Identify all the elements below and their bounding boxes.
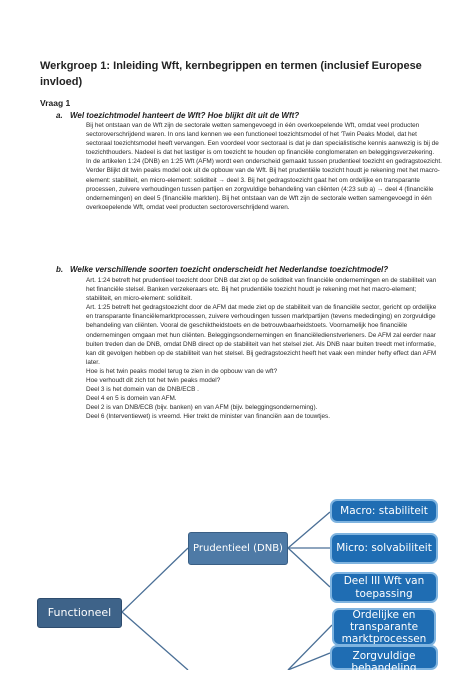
paragraph: Deel 4 en 5 is domein van AFM. (86, 395, 177, 403)
diagram-root-box: Functioneel (37, 598, 122, 628)
connector-line (288, 548, 330, 587)
question-a (56, 110, 440, 121)
diagram-leaf-box: Deel III Wft van toepassing (330, 572, 438, 603)
connector-line (288, 653, 330, 670)
question-text: Wel toezichtmodel hanteert de Wft? Hoe blijkt dit uit de Wft? (70, 111, 300, 120)
diagram-leaf-box: Zorgvuldige behandeling (330, 645, 438, 670)
paragraph: Deel 2 is van DNB/ECB (bijv. banken) en van AFM (bijv. beleggingsonderneming). (86, 404, 318, 412)
question-marker: a. (56, 111, 63, 120)
paragraph: Deel 6 (Interventiewet) is vreemd. Hier trekt de minister van financiën aan de touwtjes. (86, 413, 331, 421)
diagram-leaf-box: Ordelijke en transparante marktprocessen (332, 608, 436, 646)
question-text: Welke verschillende soorten toezicht onderscheidt het Nederlandse toezichtmodel? (70, 265, 389, 274)
paragraph: Art. 1:24 betreft het prudentieel toezicht door DNB dat ziet op de soliditeit van financiële ondernemingen en de stabiliteit van het financiële stelsel. Banken verzekeraars etc. Bij het prudentiële toezicht houdt je rekening met het macro-element; stabiliteit, en micro-element: soliditeit. (86, 277, 437, 303)
paragraph: Art. 1:25 betreft het gedragstoezicht door de AFM dat mede ziet op de stabiliteit van de financiële sector, gericht op ordelijke en transparante financiëlemarktprocessen, zuivere verhoudingen tussen marktpartijen (tevens mededinging) en zorgvuldige behandeling van cliënten. Vooral de geschiktheidstoets en de betrouwbaarheidstoets. Voornamelijk hoe financiële ondernemingen omgaan met hun cliënten. Beleggingsondernemingen en financiëledienstverleners. De AFM zal eerder naar buiten treden dan de DNB, omdat DNB direct op de stabiliteit van het stelsel ziet. Als DNB naar buiten treedt met informatie, kan dit gevolgen hebben op de stabiliteit van het stelsel. Bij gedragstoezicht heeft het vaak een minder hefty effect dan AFM later. (86, 304, 437, 366)
connector-line (288, 625, 332, 670)
answer-a (86, 121, 444, 212)
connector-line (122, 548, 188, 612)
connector-line (288, 512, 330, 548)
question-marker: b. (56, 265, 64, 274)
connector-line (122, 612, 188, 670)
diagram-leaf-box: Micro: solvabiliteit (330, 533, 438, 564)
paragraph: Bij het ontstaan van de Wft zijn de sectorale wetten samengevoegd in één overkoepelende Wft, omdat veel producten sectoroverschrijdend waren. In ons land kennen we een functioneel toezichtsmodel of het 'Twin Peaks Model, dat het sectoraal toezichtsmodel heeft vervangen. Een voordeel voor sectoraal is dat je dan specialistische kennis aanwezig is bij de toezichthouders. Nadeel is dat het lastiger is om toezicht te houden op financiële conglomeraten en beleggingsverzekering. (86, 122, 439, 157)
section-heading: Vraag 1 (40, 98, 71, 108)
document-title: Werkgroep 1: Inleiding Wft, kernbegrippen en termen (inclusief Europese invloed) (40, 60, 422, 88)
diagram-leaf-box: Macro: stabiliteit (330, 499, 438, 523)
paragraph: Hoe verhoudt dit zich tot het twin peaks model? (86, 377, 221, 385)
question-b (56, 264, 440, 275)
paragraph: Hoe is het twin peaks model terug te zien in de opbouw van de wft? (86, 367, 278, 375)
paragraph: In de artikelen 1:24 (DNB) en 1:25 Wft (AFM) wordt een onderscheid gemaakt tussen prudentieel toezicht en gedragstoezicht. Verder Blijkt dit twin peaks model ook uit de opbouw van de Wft. Bij het prudentiële toezicht houdt je rekening met het macro-element: stabiliteit, en micro-element: soliditeit → deel 3. Bij het gedragstoezicht gaat het om ordelijke en transparante processen, zuivere verhoudingen tussen partijen en zorgvuldige behandeling van cliënten (4:23 sub a) → deel 4 (financiële ondernemingen) en deel 5 (financiële markten). Bij het ontstaan van de Wft zijn de sectorale wetten samengevoegd in één overkoepelende Wft, omdat veel producten sectoroverschrijdend waren. (86, 158, 442, 211)
paragraph: Deel 3 is het domein van de DNB/ECB . (86, 386, 199, 394)
diagram-branch-box: Prudentieel (DNB) (188, 532, 288, 565)
toezicht-diagram (0, 490, 474, 674)
answer-b (86, 276, 444, 422)
